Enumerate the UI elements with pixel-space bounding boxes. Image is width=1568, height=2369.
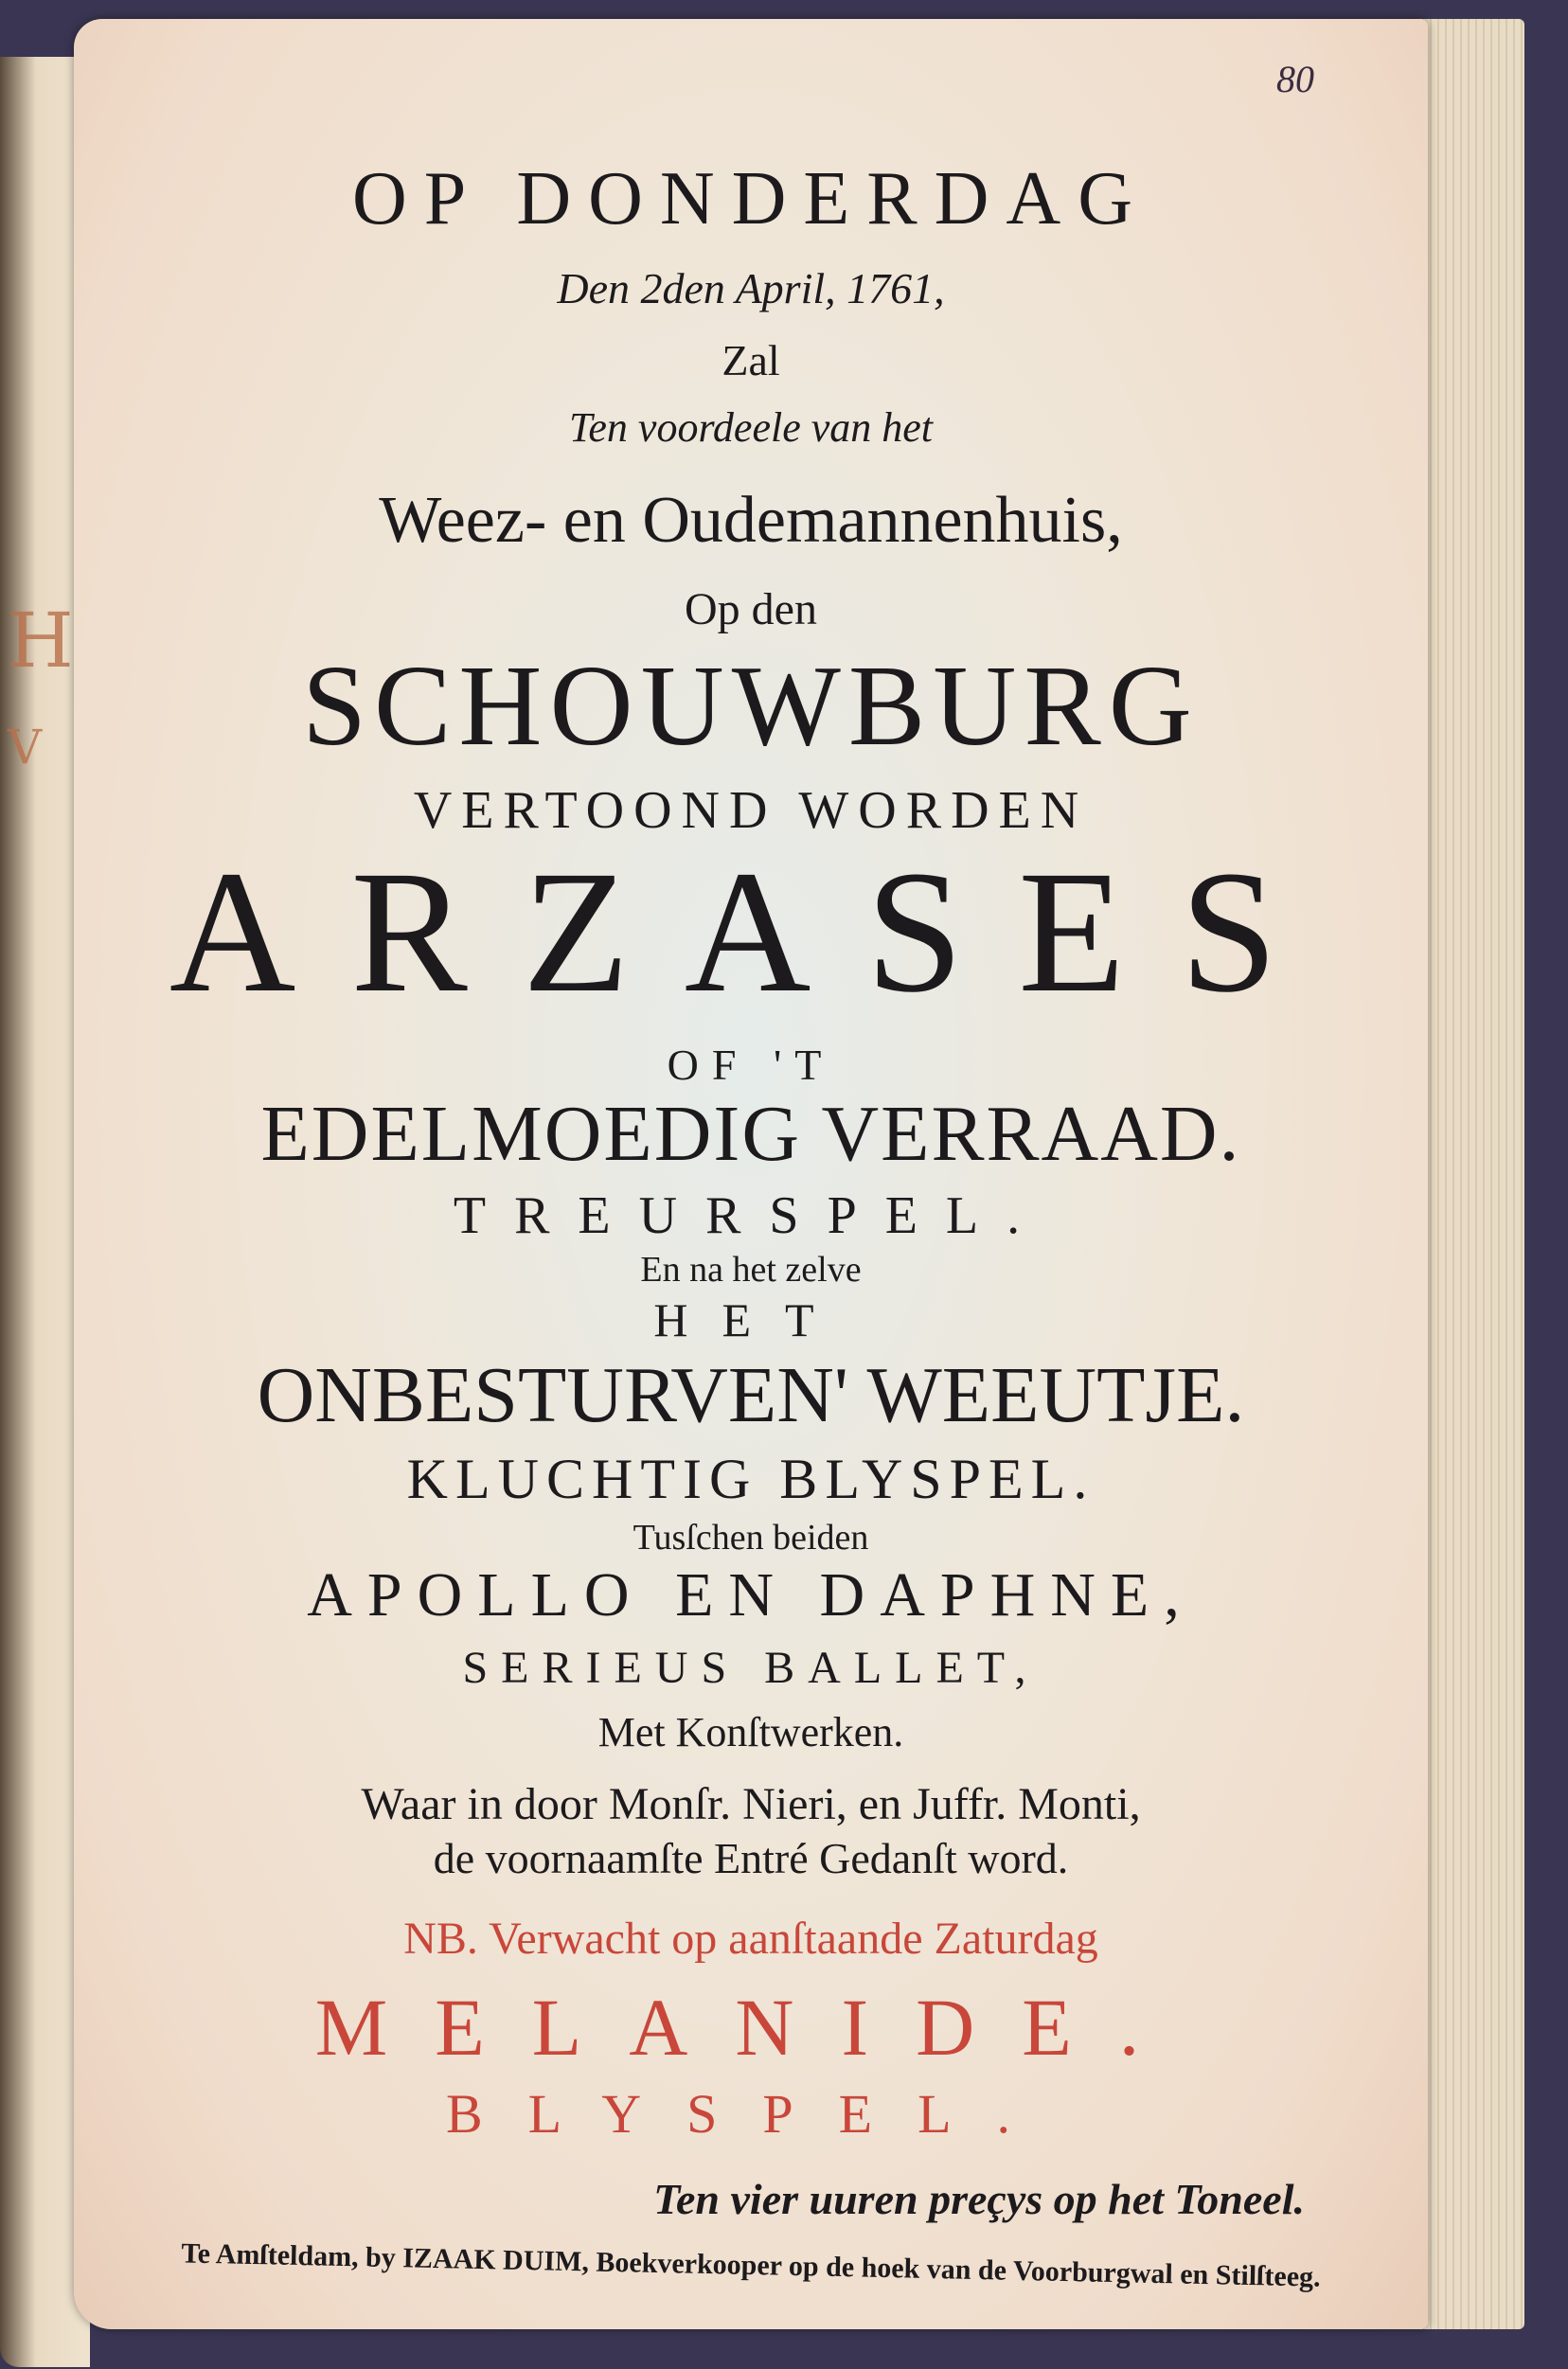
genre-ballet: SERIEUS BALLET, (462, 1643, 1040, 1693)
title-apollo: APOLLO EN DAPHNE, (307, 1560, 1195, 1630)
after-line: En na het zelve (640, 1250, 862, 1290)
between-line: Tusſchen beiden (633, 1518, 869, 1558)
imprint-line: Te Amſteldam, by IZAAK DUIM, Boekverkooper op de hoek van de Voorburgwal en Stilſteeg. (181, 2237, 1321, 2293)
zal-line: Zal (722, 336, 780, 384)
dancers-line-2: de voornaamſte Entré Gedanſt word. (433, 1834, 1069, 1882)
date-line: Den 2den April, 1761, (557, 264, 945, 312)
left-page-fragment: V (8, 720, 43, 775)
met-line: Met Konſtwerken. (597, 1709, 904, 1755)
time-line: Ten vier uuren preçys op het Toneel. (653, 2175, 1305, 2223)
title-arzases: ARZASES (169, 835, 1333, 1029)
genre-treurspel: TREURSPEL. (453, 1186, 1049, 1245)
title-weeutje: ONBESTURVEN' WEEUTJE. (257, 1351, 1245, 1439)
dancers-line-1: Waar in door Monſr. Nieri, en Juffr. Monti, (361, 1779, 1141, 1829)
of-t-line: OF 'T (667, 1041, 835, 1089)
playbill-page (74, 19, 1428, 2329)
day-heading: OP DONDERDAG (352, 157, 1149, 240)
institution-line: Weez- en Oudemannenhuis, (379, 484, 1123, 557)
genre-blyspel: BLYSPEL. (445, 2083, 1057, 2145)
page-number: 80 (1276, 58, 1314, 100)
genre-kluchtig: KLUCHTIG BLYSPEL. (406, 1448, 1096, 1510)
performed-line: VERTOOND WORDEN (413, 781, 1089, 840)
venue-heading: SCHOUWBURG (302, 642, 1200, 770)
op-den-line: Op den (685, 584, 817, 634)
left-page-fragment: H (8, 597, 74, 685)
benefit-line: Ten voordeele van het (568, 404, 934, 451)
nb-line: NB. Verwacht op aanſtaande Zaturdag (403, 1914, 1098, 1964)
het-line: HET (653, 1293, 848, 1346)
title-melanide: MELANIDE. (314, 1982, 1187, 2073)
subtitle-edelmoedig: EDELMOEDIG VERRAAD. (260, 1090, 1241, 1178)
